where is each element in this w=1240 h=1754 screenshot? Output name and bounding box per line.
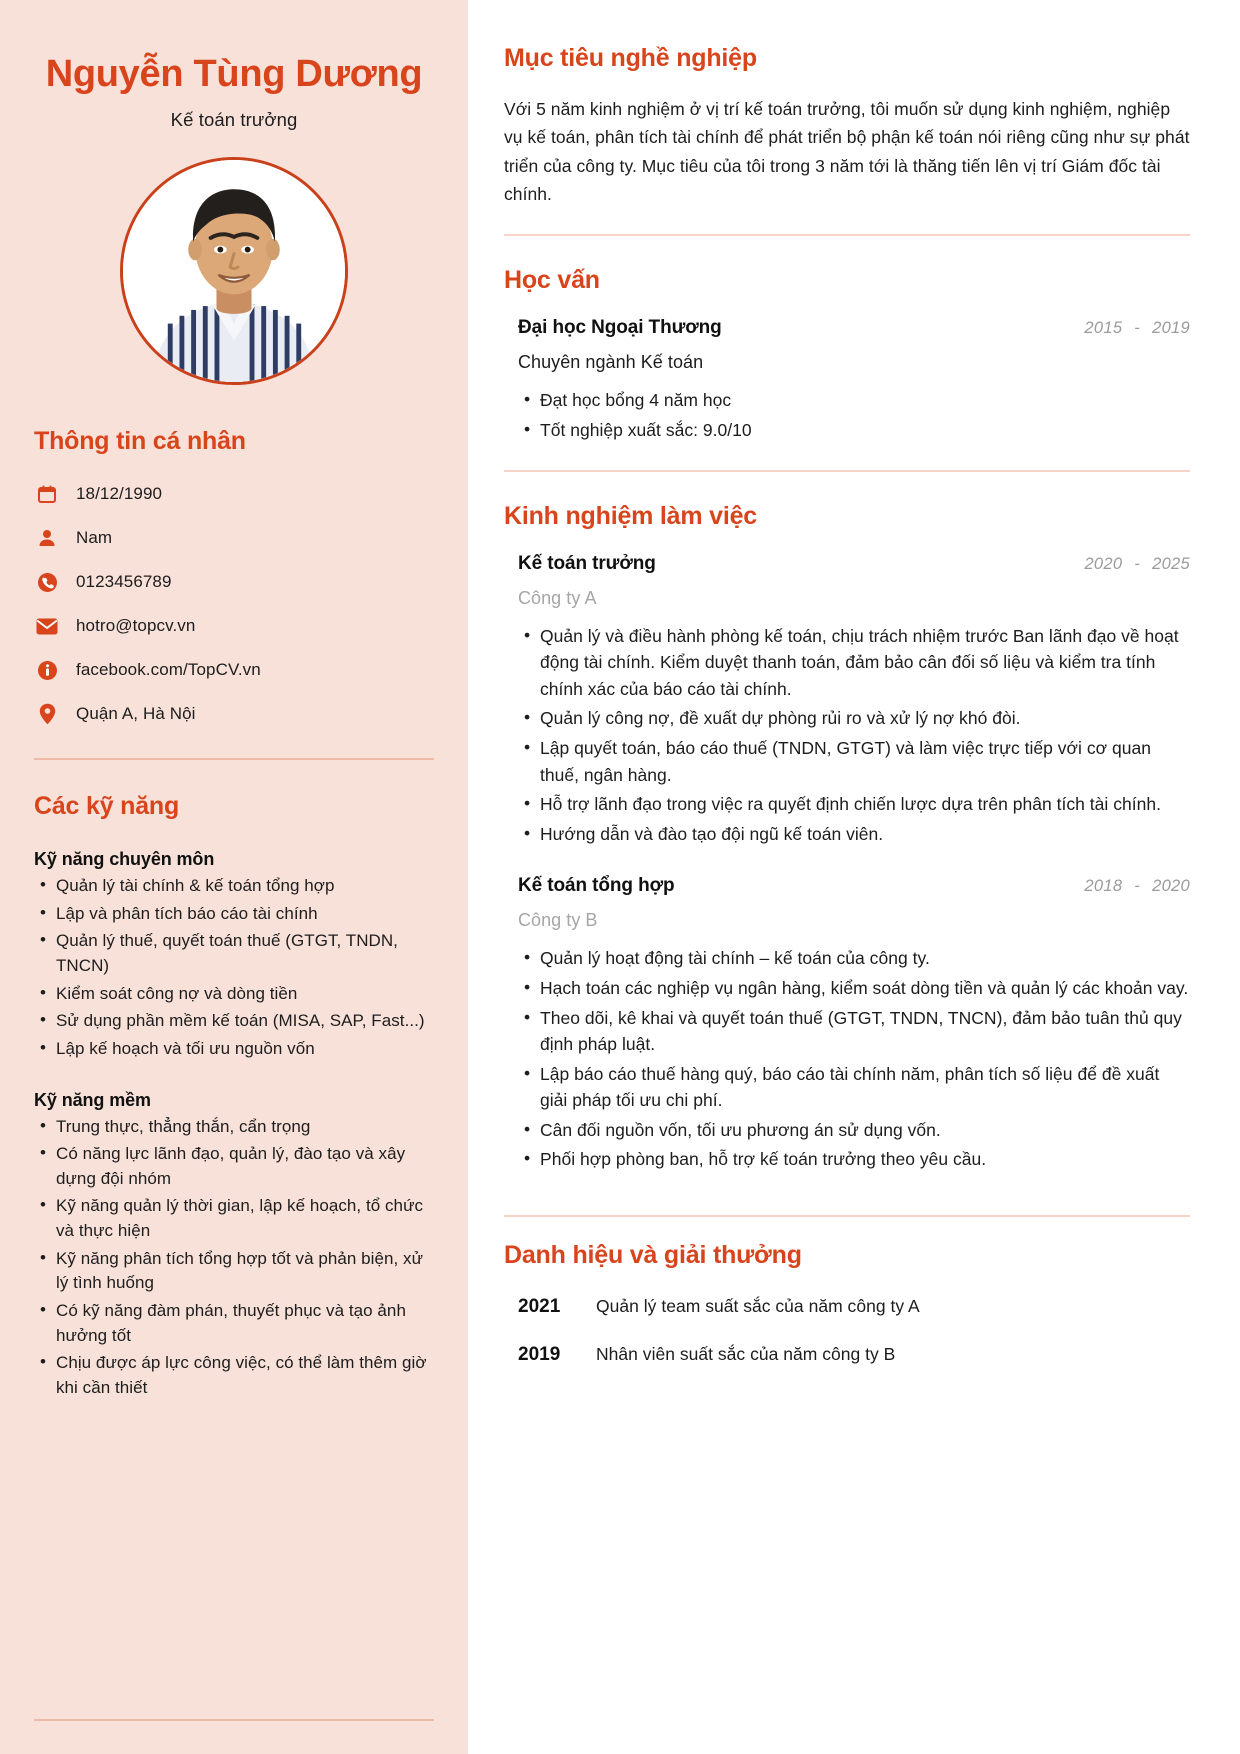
education-end-year: 2019	[1152, 319, 1190, 338]
experience-bullets	[504, 945, 1190, 1173]
portrait-photo	[123, 160, 345, 382]
experience-heading: Kinh nghiệm làm việc	[504, 501, 758, 530]
sidebar	[0, 0, 468, 1754]
skill-list-soft	[34, 1115, 434, 1401]
envelope-icon	[34, 618, 60, 635]
experience-entry	[504, 553, 1190, 848]
education-heading: Học vấn	[504, 266, 600, 295]
list-item: • Đạt học bổng 4 năm học	[518, 387, 1190, 414]
list-item: • Trung thực, thẳng thắn, cẩn trọng	[34, 1115, 434, 1140]
list-item: • Tốt nghiệp xuất sắc: 9.0/10	[518, 417, 1190, 444]
date-dash: -	[1134, 554, 1141, 573]
skill-group-professional	[34, 849, 434, 1061]
calendar-icon	[34, 484, 60, 504]
experience-position: Kế toán trưởng	[518, 552, 656, 574]
experience-start-year: 2018	[1084, 877, 1123, 896]
list-item: • Lập quyết toán, báo cáo thuế (TNDN, GTGT) và làm việc trực tiếp với cơ quan thuế, ngân hàng.	[518, 735, 1190, 788]
education-dates	[1084, 319, 1190, 338]
birthdate-value: 18/12/1990	[76, 484, 163, 504]
experience-dates	[1084, 555, 1190, 574]
experience-company: Công ty B	[518, 910, 598, 931]
skill-group-soft	[34, 1090, 434, 1401]
contact-row-phone[interactable]	[34, 560, 434, 604]
contact-row-facebook[interactable]	[34, 648, 434, 692]
list-item: • Quản lý tài chính & kế toán tổng hợp	[34, 874, 434, 899]
list-item: • Lập báo cáo thuế hàng quý, báo cáo tài chính năm, phân tích số liệu để đề xuất giải pháp tối ưu chi phí.	[518, 1061, 1190, 1114]
education-entry	[504, 317, 1190, 443]
main-divider	[504, 470, 1190, 472]
contact-row-email[interactable]	[34, 604, 434, 648]
contact-row-birthdate	[34, 472, 434, 516]
list-item: • Kỹ năng quản lý thời gian, lập kế hoạch, tổ chức và thực hiện	[34, 1194, 434, 1243]
experience-bullets	[504, 623, 1190, 848]
experience-entry-head	[504, 875, 1190, 897]
award-year: 2021	[518, 1296, 561, 1318]
facebook-value: facebook.com/TopCV.vn	[76, 660, 261, 680]
contact-list	[34, 472, 434, 736]
email-value: hotro@topcv.vn	[76, 616, 196, 636]
date-dash: -	[1134, 319, 1141, 338]
award-row	[504, 1296, 1190, 1318]
list-item: • Kiểm soát công nợ và dòng tiền	[34, 982, 434, 1007]
list-item: • Phối hợp phòng ban, hỗ trợ kế toán trưởng theo yêu cầu.	[518, 1146, 1190, 1173]
facebook-icon	[34, 660, 60, 681]
person-icon	[34, 528, 60, 548]
section-personal-info	[34, 427, 434, 736]
award-row	[504, 1344, 1190, 1366]
main-divider	[504, 234, 1190, 236]
section-education	[504, 266, 1190, 443]
list-item: • Theo dõi, kê khai và quyết toán thuế (GTGT, TNDN, TNCN), đảm bảo tuân thủ quy định pháp luật.	[518, 1005, 1190, 1058]
list-item: • Sử dụng phần mềm kế toán (MISA, SAP, Fast...)	[34, 1009, 434, 1034]
award-text: Nhân viên suất sắc của năm công ty B	[596, 1344, 896, 1365]
skill-group-title: Kỹ năng chuyên môn	[34, 849, 215, 870]
list-item: • Lập và phân tích báo cáo tài chính	[34, 902, 434, 927]
section-skills	[34, 792, 434, 1401]
list-item: • Lập kế hoạch và tối ưu nguồn vốn	[34, 1037, 434, 1062]
sidebar-bottom-divider	[34, 1719, 434, 1721]
experience-entry	[504, 875, 1190, 1173]
main-content	[468, 0, 1240, 1754]
list-item: • Hướng dẫn và đào tạo đội ngũ kế toán viên.	[518, 821, 1190, 848]
sidebar-divider	[34, 758, 434, 760]
list-item: • Hạch toán các nghiệp vụ ngân hàng, kiểm soát dòng tiền và quản lý các khoản vay.	[518, 975, 1190, 1002]
education-school: Đại học Ngoại Thương	[518, 317, 722, 339]
personal-info-heading: Thông tin cá nhân	[34, 427, 246, 456]
award-year: 2019	[518, 1344, 561, 1366]
contact-row-address	[34, 692, 434, 736]
list-item: • Có năng lực lãnh đạo, quản lý, đào tạo và xây dựng đội nhóm	[34, 1142, 434, 1191]
list-item: • Quản lý công nợ, đề xuất dự phòng rủi ro và xử lý nợ khó đòi.	[518, 705, 1190, 732]
list-item: • Kỹ năng phân tích tổng hợp tốt và phản biện, xử lý tình huống	[34, 1247, 434, 1296]
skills-heading: Các kỹ năng	[34, 792, 180, 821]
phone-value: 0123456789	[76, 572, 172, 592]
experience-end-year: 2020	[1152, 877, 1190, 896]
section-objective	[504, 44, 1190, 208]
list-item: • Quản lý và điều hành phòng kế toán, chịu trách nhiệm trước Ban lãnh đạo về hoạt động tài chính. Kiểm duyệt thanh toán, đảm bảo cân đối số liệu và kiểm tra tính chính xác của báo cáo tài chính.	[518, 623, 1190, 703]
objective-text: Với 5 năm kinh nghiệm ở vị trí kế toán trưởng, tôi muốn sử dụng kinh nghiệm, nghiệp vụ kế toán, phân tích tài chính để phát triển bộ phận kế toán nói riêng cũng như sự phát triển của công ty. Mục tiêu của tôi trong 3 năm tới là thăng tiến lên vị trí Giám đốc tài chính.	[504, 99, 1190, 205]
section-experience	[504, 502, 1190, 1174]
list-item: • Cân đối nguồn vốn, tối ưu phương án sử dụng vốn.	[518, 1117, 1190, 1144]
job-title: Kế toán trưởng	[170, 109, 298, 131]
list-item: • Hỗ trợ lãnh đạo trong việc ra quyết định chiến lược dựa trên phân tích tài chính.	[518, 791, 1190, 818]
location-pin-icon	[34, 703, 60, 725]
phone-icon	[34, 572, 60, 593]
section-awards	[504, 1241, 1190, 1366]
experience-dates	[1084, 877, 1190, 896]
experience-position: Kế toán tổng hợp	[518, 875, 675, 897]
list-item: • Quản lý hoạt động tài chính – kế toán của công ty.	[518, 945, 1190, 972]
education-start-year: 2015	[1084, 319, 1123, 338]
contact-row-gender	[34, 516, 434, 560]
experience-company: Công ty A	[518, 587, 597, 608]
address-value: Quận A, Hà Nội	[76, 704, 196, 724]
main-divider	[504, 1215, 1190, 1217]
experience-start-year: 2020	[1084, 554, 1123, 573]
objective-heading: Mục tiêu nghề nghiệp	[504, 44, 757, 72]
skill-group-title: Kỹ năng mềm	[34, 1089, 151, 1110]
education-bullets	[504, 387, 1190, 443]
award-text: Quản lý team suất sắc của năm công ty A	[596, 1296, 920, 1317]
list-item: • Chịu được áp lực công việc, có thể làm thêm giờ khi cần thiết	[34, 1351, 434, 1400]
education-entry-head	[504, 317, 1190, 339]
skill-list-professional	[34, 874, 434, 1061]
avatar	[120, 157, 348, 385]
list-item: • Quản lý thuế, quyết toán thuế (GTGT, TNDN, TNCN)	[34, 929, 434, 978]
avatar-wrapper	[34, 157, 434, 385]
list-item: • Có kỹ năng đàm phán, thuyết phục và tạo ảnh hưởng tốt	[34, 1299, 434, 1348]
page-title: Nguyễn Tùng Dương	[45, 53, 423, 95]
experience-end-year: 2025	[1152, 554, 1190, 573]
education-major: Chuyên ngành Kế toán	[518, 352, 704, 373]
experience-entry-head	[504, 553, 1190, 575]
awards-heading: Danh hiệu và giải thưởng	[504, 1241, 802, 1270]
date-dash: -	[1134, 877, 1141, 896]
gender-value: Nam	[76, 528, 113, 548]
